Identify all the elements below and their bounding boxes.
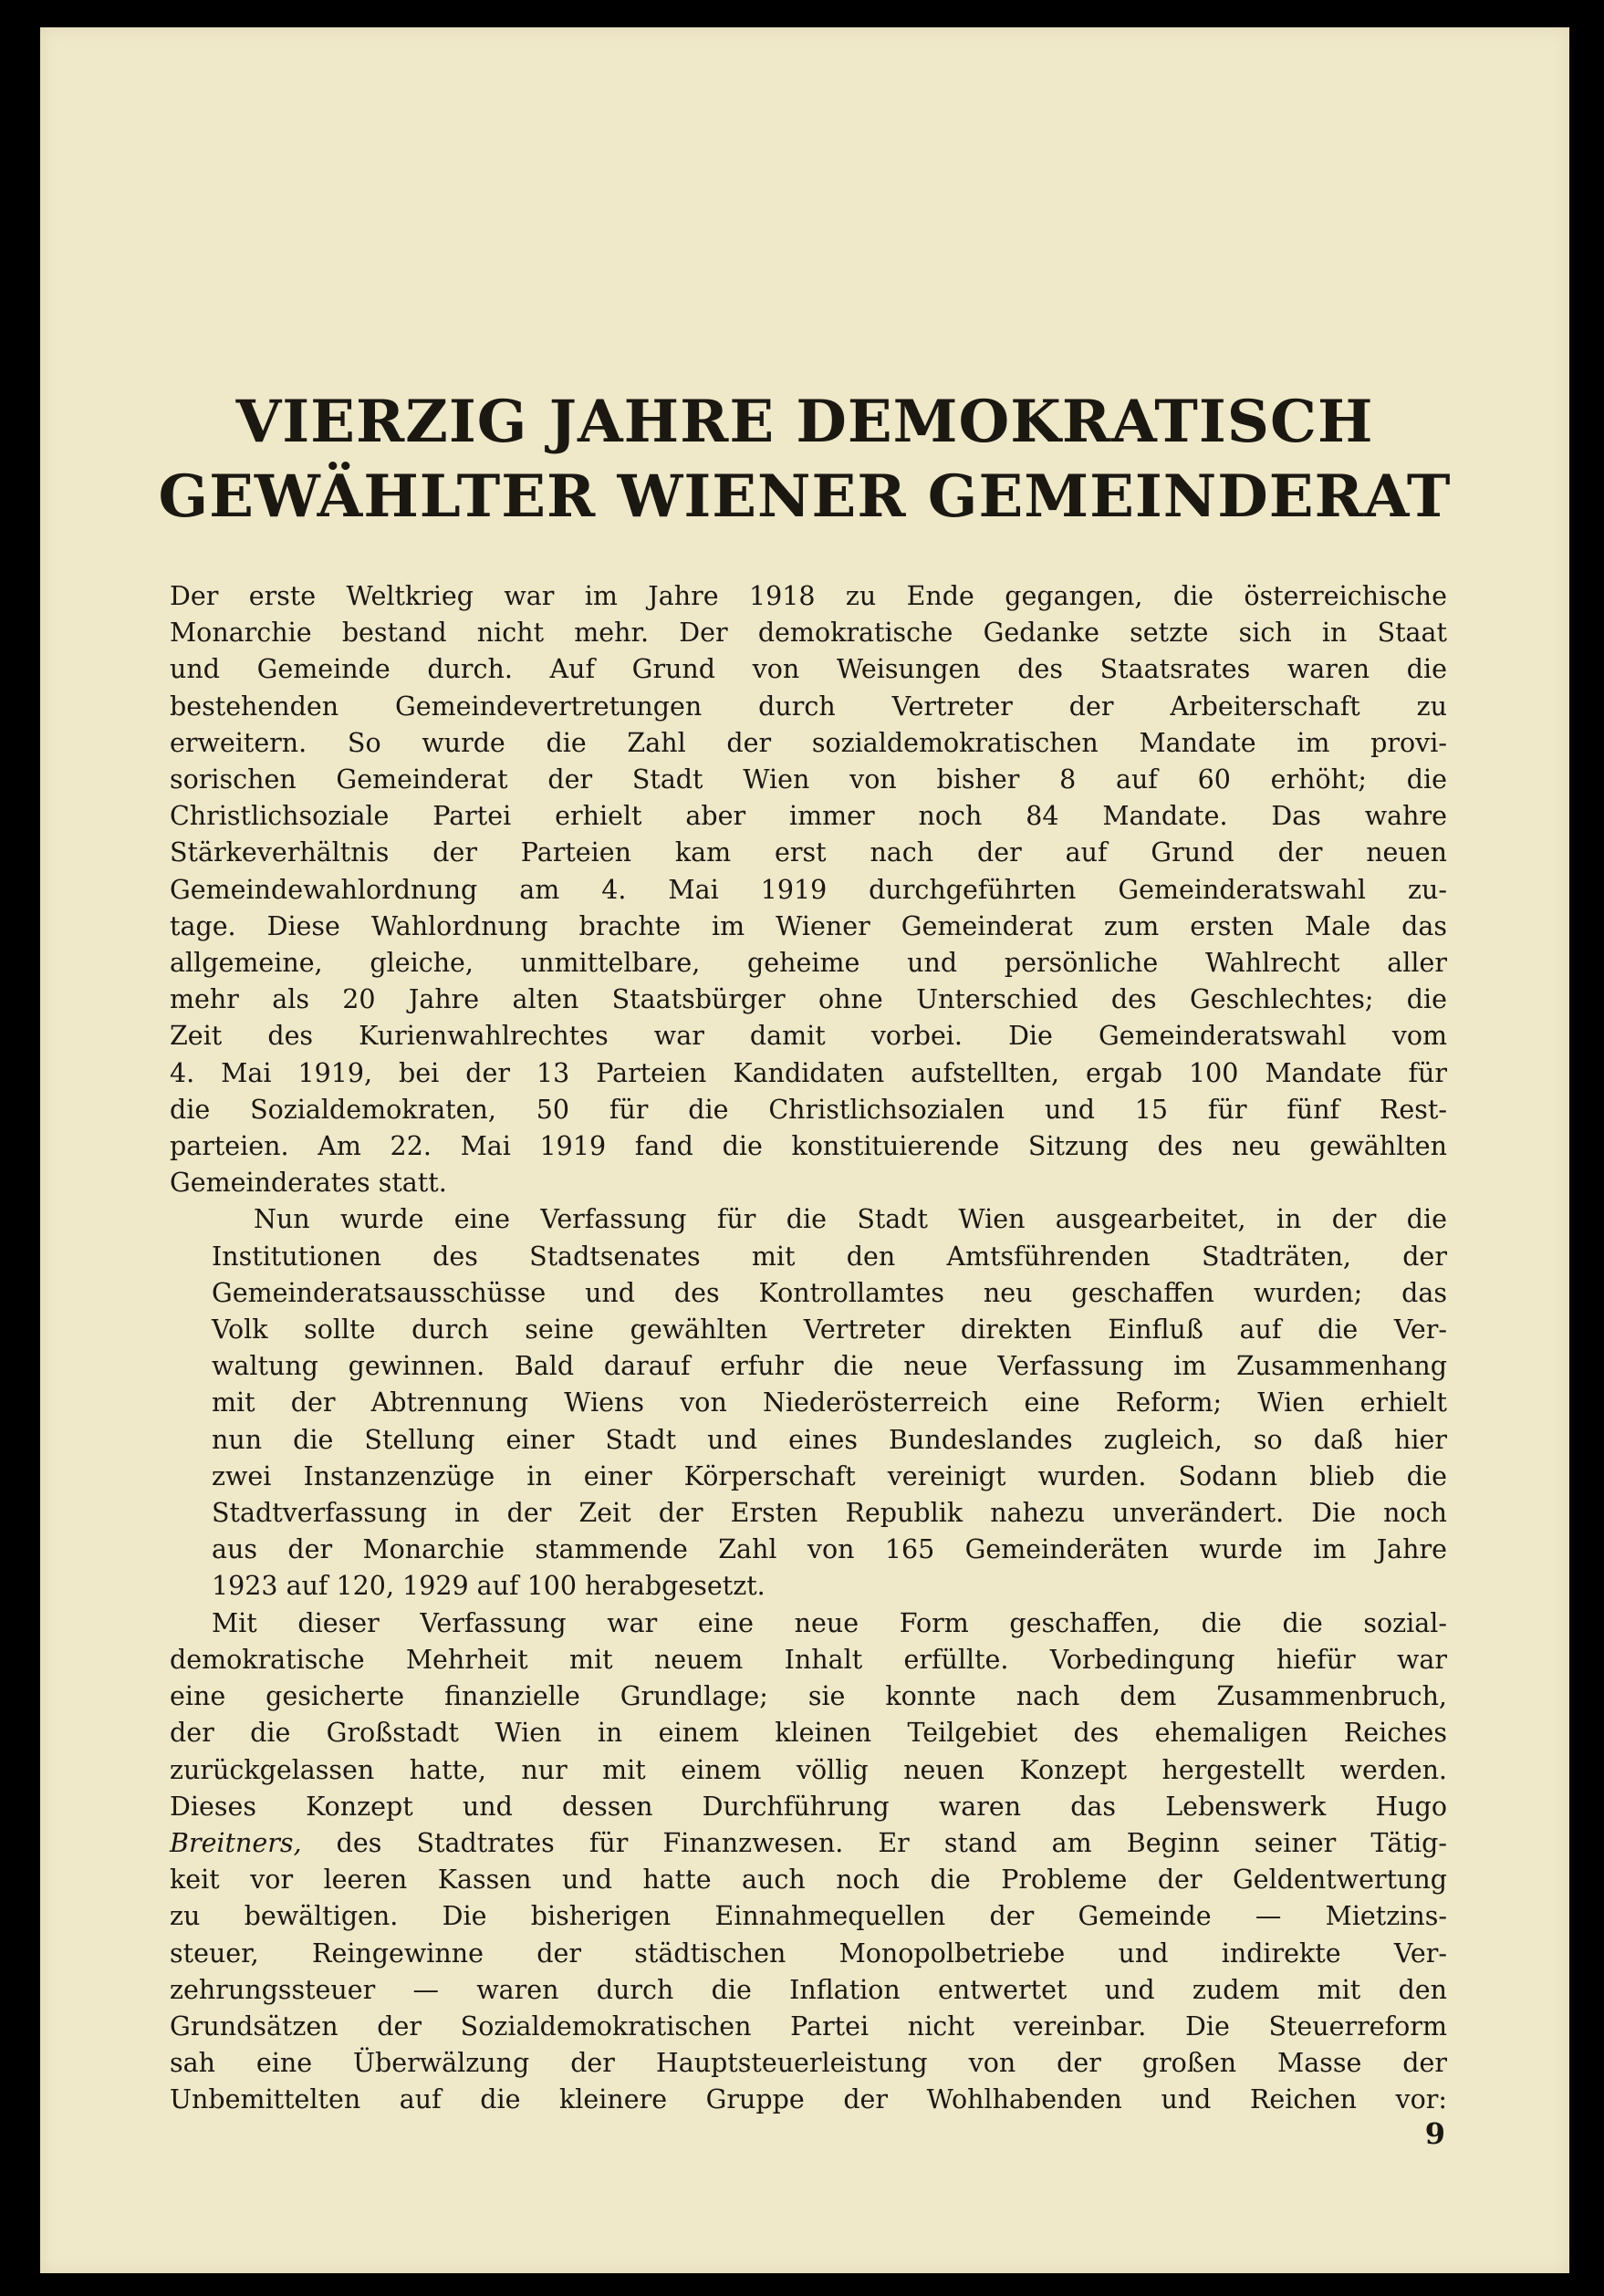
text-line: nun die Stellung einer Stadt und eines Bundeslandes zugleich, so daß hier <box>212 1424 1447 1455</box>
text-line: tage. Diese Wahlordnung brachte im Wiener Gemeinderat zum ersten Male das <box>170 910 1447 941</box>
text-line: parteien. Am 22. Mai 1919 fand die konstituierende Sitzung des neu gewählten <box>170 1131 1447 1162</box>
text-line: Mit dieser Verfassung war eine neue Form geschaffen, die die sozial- <box>212 1607 1447 1638</box>
text-line: der die Großstadt Wien in einem kleinen Teilgebiet des ehemaligen Reiches <box>170 1718 1447 1749</box>
text-line: bestehenden Gemeindevertretungen durch Vertreter der Arbeiterschaft zu <box>170 691 1447 722</box>
paragraph-3 <box>170 1605 1447 2119</box>
title-line-2: GEWÄHLTER WIENER GEMEINDERAT <box>158 462 1452 531</box>
text-line: Gemeinderates statt. <box>170 1168 447 1199</box>
text-line: Unbemittelten auf die kleinere Gruppe der Wohlhabenden und Reichen vor: <box>170 2084 1447 2115</box>
text-line: Monarchie bestand nicht mehr. Der demokratische Gedanke setzte sich in Staat <box>170 618 1447 649</box>
text-line: Gemeindewahlordnung am 4. Mai 1919 durchgeführten Gemeinderatswahl zu- <box>170 874 1447 905</box>
paragraph-2 <box>170 1201 1447 1605</box>
text-line: zehrungssteuer — waren durch die Inflation entwertet und zudem mit den <box>170 1974 1447 2005</box>
text-line: 1923 auf 120, 1929 auf 100 herabgesetzt. <box>212 1571 766 1602</box>
text-line: die Sozialdemokraten, 50 für die Christlichsozialen und 15 für fünf Rest- <box>170 1094 1447 1125</box>
text-line: Grundsätzen der Sozialdemokratischen Partei nicht vereinbar. Die Steuerreform <box>170 2010 1447 2041</box>
text-line: eine gesicherte finanzielle Grundlage; sie konnte nach dem Zusammenbruch, <box>170 1681 1447 1712</box>
paragraph-1 <box>170 578 1447 1201</box>
text-line: zurückgelassen hatte, nur mit einem völlig neuen Konzept hergestellt werden. <box>170 1754 1447 1785</box>
text-line: Volk sollte durch seine gewählten Vertreter direkten Einfluß auf die Ver- <box>212 1314 1447 1345</box>
text-line: Stärkeverhältnis der Parteien kam erst nach der auf Grund der neuen <box>170 837 1447 868</box>
page-number: 9 <box>1424 2116 1445 2151</box>
text-line: zwei Instanzenzüge in einer Körperschaft vereinigt wurden. Sodann blieb die <box>212 1460 1447 1491</box>
text-line: Der erste Weltkrieg war im Jahre 1918 zu Ende gegangen, die österreichische <box>170 581 1447 611</box>
text-line: Gemeinderatsausschüsse und des Kontrollamtes neu geschaffen wurden; das <box>212 1277 1447 1308</box>
text-line: keit vor leeren Kassen und hatte auch noch die Probleme der Geldentwertung <box>170 1865 1447 1896</box>
text-line <box>170 1825 1447 1862</box>
title-line-1: VIERZIG JAHRE DEMOKRATISCH <box>235 388 1374 456</box>
text-line: Stadtverfassung in der Zeit der Ersten Republik nahezu unverändert. Die noch <box>212 1498 1447 1529</box>
text-line: aus der Monarchie stammende Zahl von 165 Gemeinderäten wurde im Jahre <box>212 1534 1447 1565</box>
text-line: steuer, Reingewinne der städtischen Monopolbetriebe und indirekte Ver- <box>170 1938 1447 1969</box>
text-line: Dieses Konzept und dessen Durchführung waren das Lebenswerk Hugo <box>170 1791 1447 1822</box>
text-line: Christlichsoziale Partei erhielt aber immer noch 84 Mandate. Das wahre <box>170 801 1447 832</box>
document-page <box>40 27 1569 2273</box>
text-line: mehr als 20 Jahre alten Staatsbürger ohne Unterschied des Geschlechtes; die <box>170 984 1447 1015</box>
text-line: Zeit des Kurienwahlrechtes war damit vorbei. Die Gemeinderatswahl vom <box>170 1021 1447 1052</box>
text-line: waltung gewinnen. Bald darauf erfuhr die neue Verfassung im Zusammenhang <box>212 1351 1447 1382</box>
text-line: 4. Mai 1919, bei der 13 Parteien Kandidaten aufstellten, ergab 100 Mandate für <box>170 1057 1447 1088</box>
text-line: sorischen Gemeinderat der Stadt Wien von bisher 8 auf 60 erhöht; die <box>170 764 1447 795</box>
text-line: und Gemeinde durch. Auf Grund von Weisungen des Staatsrates waren die <box>170 654 1447 685</box>
text-line: zu bewältigen. Die bisherigen Einnahmequellen der Gemeinde — Mietzins- <box>170 1901 1447 1932</box>
text-line: allgemeine, gleiche, unmittelbare, geheime und persönliche Wahlrecht aller <box>170 948 1447 979</box>
text-line: Institutionen des Stadtsenates mit den Amtsführenden Stadträten, der <box>212 1241 1447 1272</box>
text-line: sah eine Überwälzung der Hauptsteuerleistung von der großen Masse der <box>170 2048 1447 2079</box>
article-body <box>170 578 1447 2119</box>
italic-name: Breitners, <box>170 1827 302 1858</box>
line-remainder: des Stadtrates für Finanzwesen. Er stand am Beginn seiner Tätig- <box>301 1827 1447 1858</box>
text-line: demokratische Mehrheit mit neuem Inhalt erfüllte. Vorbedingung hiefür war <box>170 1644 1447 1675</box>
text-line: erweitern. So wurde die Zahl der sozialdemokratischen Mandate im provi- <box>170 727 1447 758</box>
text-line: mit der Abtrennung Wiens von Niederösterreich eine Reform; Wien erhielt <box>212 1387 1447 1418</box>
text-line: Nun wurde eine Verfassung für die Stadt Wien ausgearbeitet, in der die <box>254 1204 1447 1235</box>
